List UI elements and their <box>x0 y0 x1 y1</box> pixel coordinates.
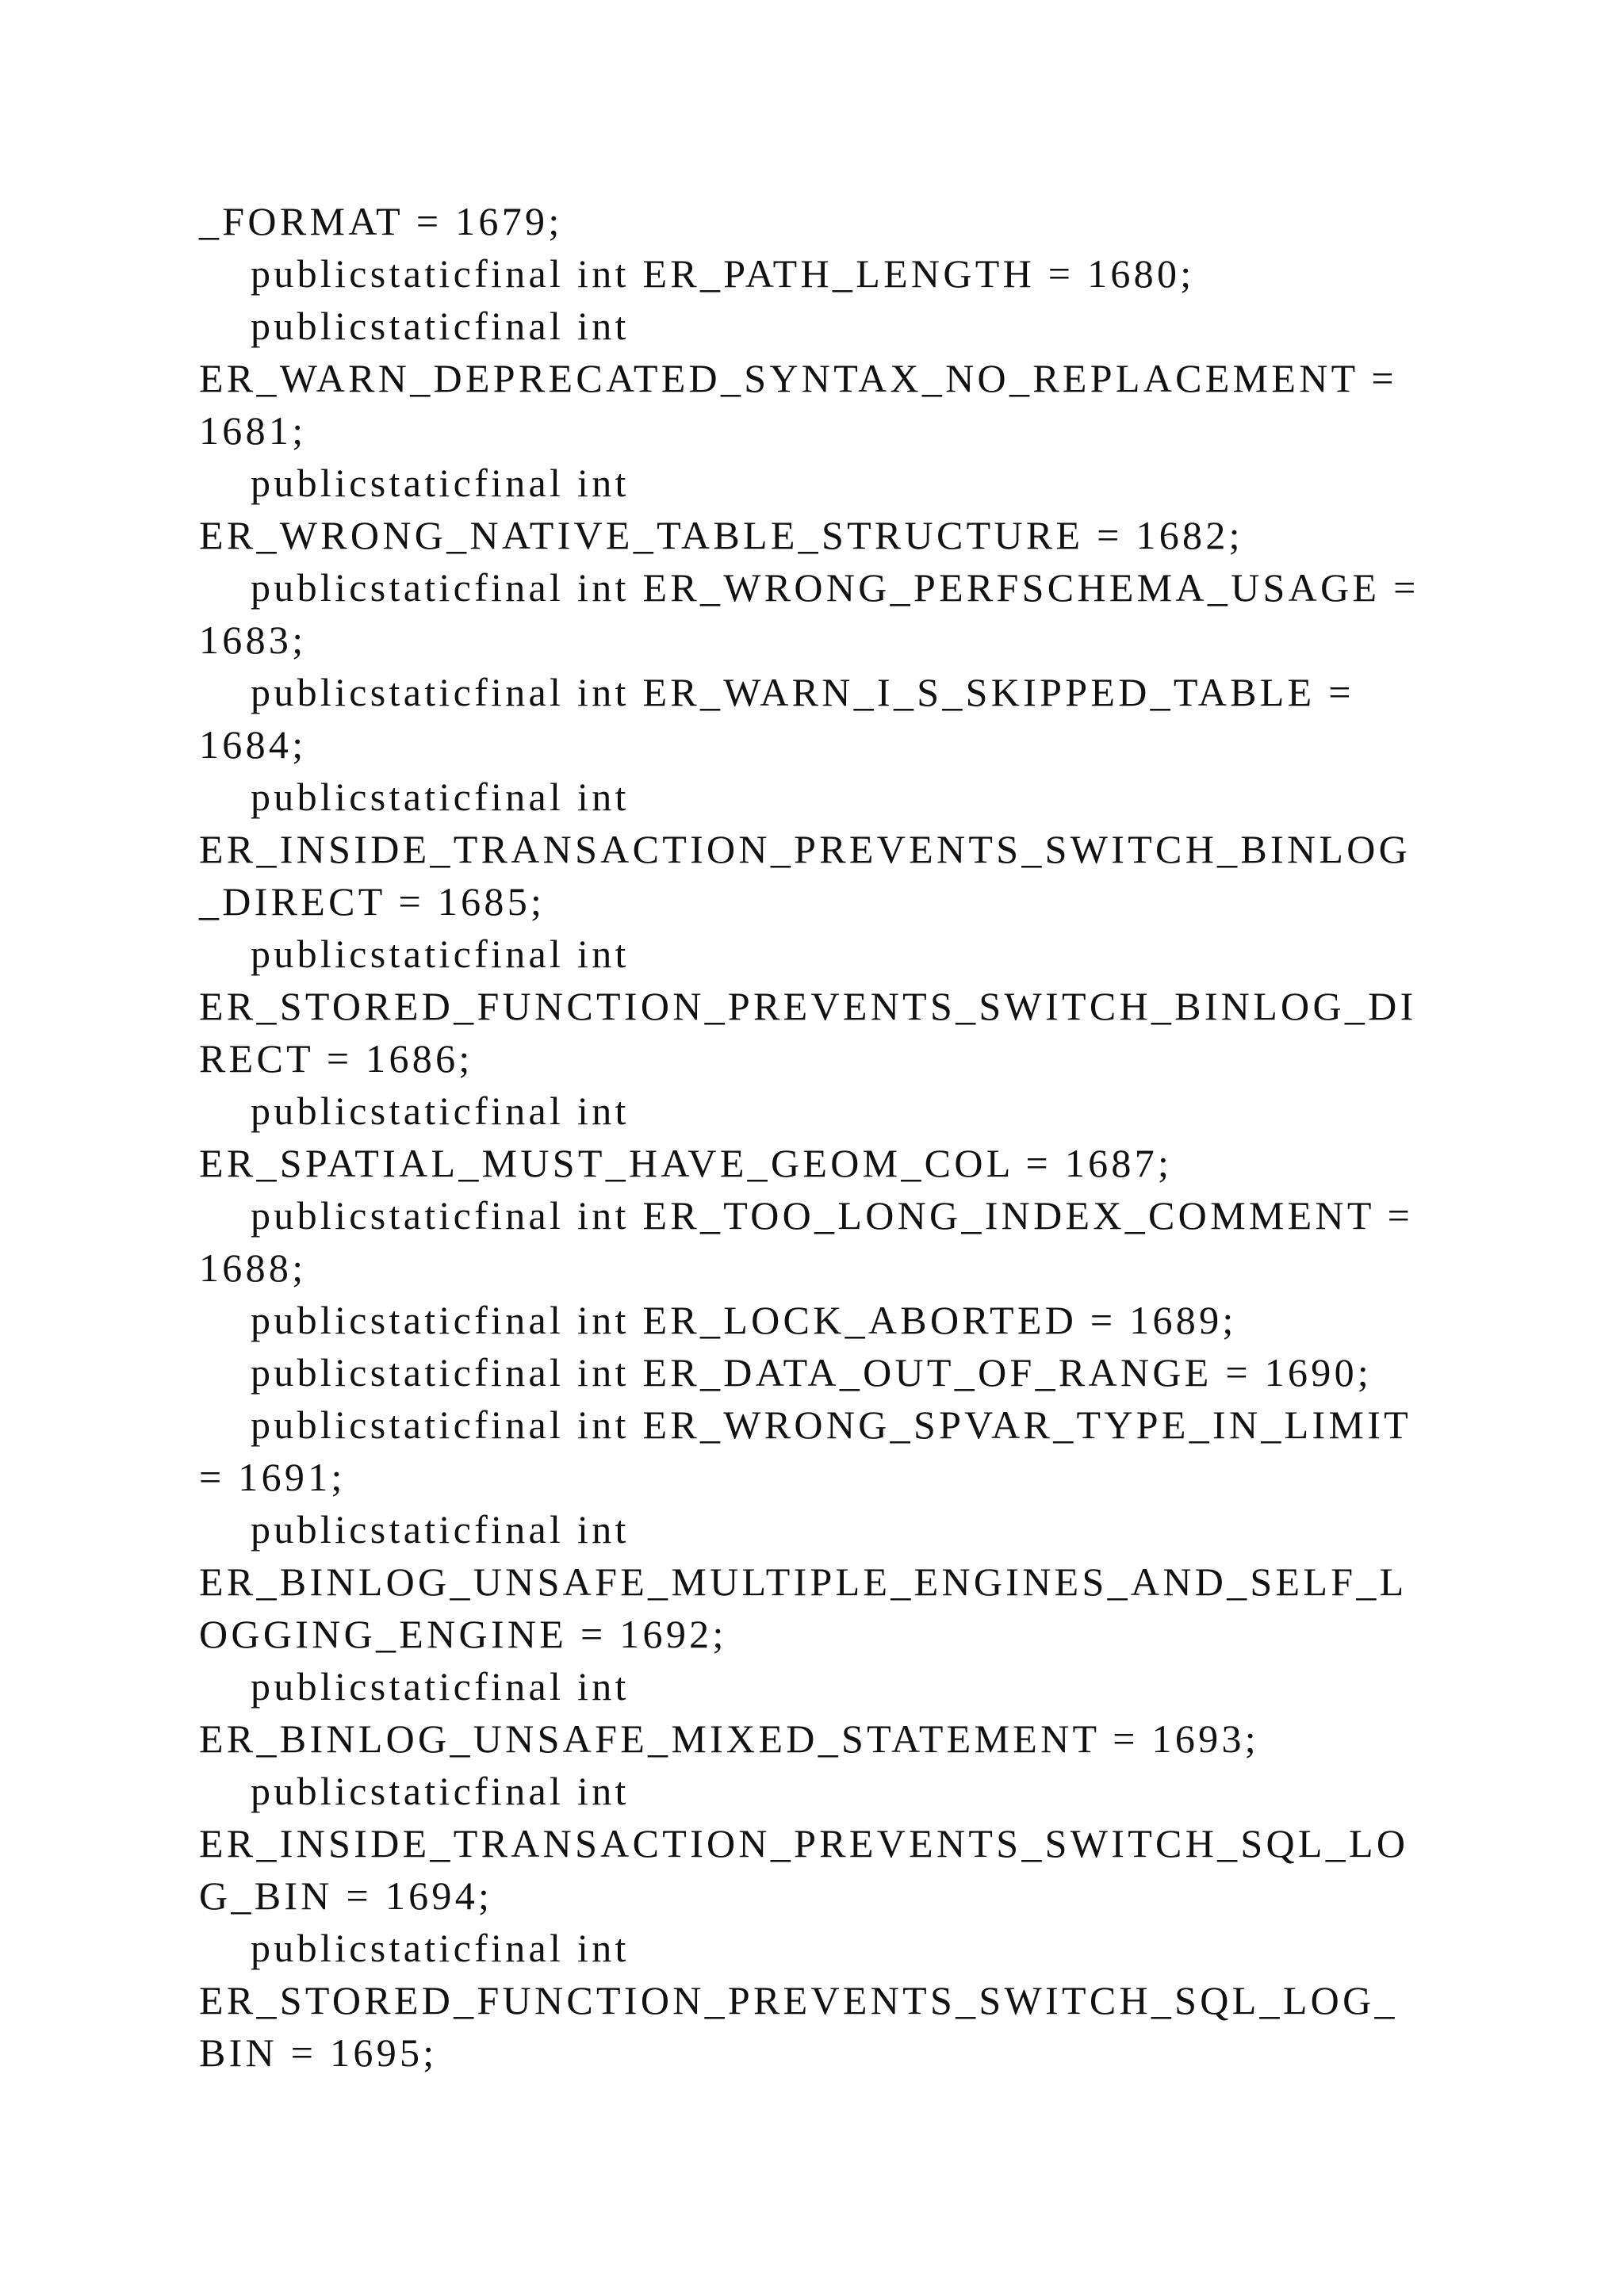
text-line: ER_SPATIAL_MUST_HAVE_GEOM_COL = 1687; <box>199 1141 1173 1185</box>
text-line: publicstaticfinal int ER_WRONG_PERFSCHEMA_USAGE = <box>251 565 1419 610</box>
text-line: publicstaticfinal int ER_TOO_LONG_INDEX_COMMENT = <box>251 1193 1414 1238</box>
text-line: ER_BINLOG_UNSAFE_MIXED_STATEMENT = 1693; <box>199 1716 1259 1761</box>
text-line: publicstaticfinal int ER_WRONG_SPVAR_TYPE_IN_LIMIT <box>251 1402 1411 1447</box>
text-line: G_BIN = 1694; <box>199 1873 493 1918</box>
text-line: publicstaticfinal int <box>251 1089 630 1133</box>
text-line: publicstaticfinal int ER_WARN_I_S_SKIPPED_TABLE = <box>251 670 1354 714</box>
text-line: BIN = 1695; <box>199 2030 438 2075</box>
text-line: ER_BINLOG_UNSAFE_MULTIPLE_ENGINES_AND_SELF_L <box>199 1559 1408 1604</box>
text-line: = 1691; <box>199 1455 346 1499</box>
text-line: 1683; <box>199 618 307 662</box>
text-line: _DIRECT = 1685; <box>199 879 546 924</box>
text-line: 1681; <box>199 408 307 453</box>
text-line: publicstaticfinal int <box>251 1664 630 1709</box>
text-line: publicstaticfinal int <box>251 1769 630 1813</box>
text-line: ER_WARN_DEPRECATED_SYNTAX_NO_REPLACEMENT = <box>199 356 1397 400</box>
text-line: publicstaticfinal int <box>251 775 630 819</box>
text-line: ER_STORED_FUNCTION_PREVENTS_SWITCH_BINLOG_DI <box>199 984 1417 1028</box>
text-line: ER_STORED_FUNCTION_PREVENTS_SWITCH_SQL_LOG_ <box>199 1978 1398 2022</box>
text-line: publicstaticfinal int ER_LOCK_ABORTED = 1689; <box>251 1298 1237 1342</box>
text-line: ER_WRONG_NATIVE_TABLE_STRUCTURE = 1682; <box>199 513 1243 557</box>
text-line: publicstaticfinal int ER_DATA_OUT_OF_RANGE = 1690; <box>251 1350 1373 1395</box>
text-line: publicstaticfinal int <box>251 1926 630 1970</box>
text-line: _FORMAT = 1679; <box>199 199 563 243</box>
text-line: publicstaticfinal int ER_PATH_LENGTH = 1680; <box>251 251 1195 296</box>
text-line: publicstaticfinal int <box>251 1507 630 1552</box>
text-line: 1688; <box>199 1246 307 1290</box>
text-line: 1684; <box>199 722 307 767</box>
text-line: ER_INSIDE_TRANSACTION_PREVENTS_SWITCH_SQL_LO <box>199 1821 1409 1866</box>
text-line: publicstaticfinal int <box>251 461 630 505</box>
text-line: RECT = 1686; <box>199 1036 473 1081</box>
code-text-block <box>199 195 1468 2079</box>
text-line: OGGING_ENGINE = 1692; <box>199 1612 727 1656</box>
text-line: publicstaticfinal int <box>251 932 630 976</box>
text-line: ER_INSIDE_TRANSACTION_PREVENTS_SWITCH_BINLOG <box>199 827 1411 871</box>
text-line: publicstaticfinal int <box>251 304 630 348</box>
